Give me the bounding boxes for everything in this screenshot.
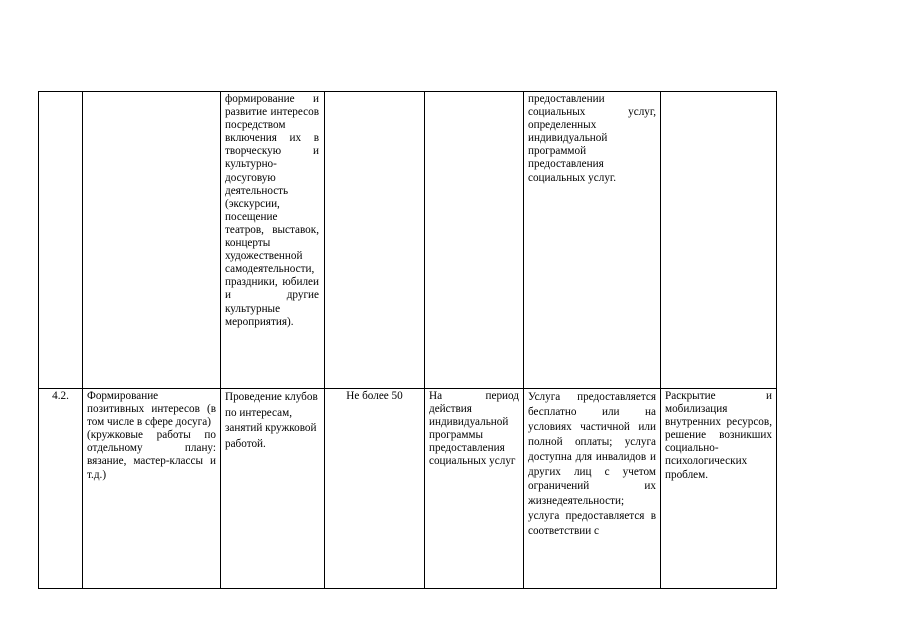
number-cell — [39, 92, 83, 389]
activity-cell — [221, 92, 325, 389]
term-cell — [425, 92, 524, 389]
term-cell — [425, 389, 524, 589]
volume-cell — [325, 92, 425, 389]
service-cell — [83, 92, 221, 389]
activity-text: формирование и развитие интересов посредством включения их в творческую и культурно-досуговую деятельность (экскурсии, посещение театров, выставок, концерты художественной самодеятельности, праздники, юбилеи и другие культурные мероприятия). — [225, 93, 319, 328]
table-row — [39, 92, 777, 389]
result-text: Раскрытие и мобилизация внутренних ресурсов, решение возникших социально-психологических проблем. — [665, 390, 772, 481]
result-cell — [661, 92, 777, 389]
service-detail: (кружковые работы по отдельному плану: вязание, мастер-классы и т.д.) — [87, 429, 216, 481]
volume-cell — [325, 389, 425, 589]
services-table — [38, 91, 777, 589]
conditions-cell — [524, 92, 661, 389]
term-text: На период действия индивидуальной программы предоставления социальных услуг — [429, 390, 519, 468]
conditions-cell — [524, 389, 661, 589]
activity-text: Проведение клубов по интересам, занятий кружковой работой. — [225, 391, 318, 450]
service-cell — [83, 389, 221, 589]
number-cell — [39, 389, 83, 589]
conditions-text: Услуга предоставляется бесплатно или на условиях частичной или полной оплаты; услуга доступна для инвалидов и других лиц с учетом ограничений их жизнедеятельности; услуга предоставляется в соответствии с — [528, 391, 656, 538]
row-number: 4.2. — [52, 390, 69, 402]
result-cell — [661, 389, 777, 589]
activity-cell — [221, 389, 325, 589]
volume-text: Не более 50 — [346, 390, 403, 402]
conditions-text: предоставлении социальных услуг, определенных индивидуальной программой предоставления социальных услуг. — [528, 93, 656, 184]
service-title: Формирование позитивных интересов (в том числе в сфере досуга) — [87, 390, 216, 429]
table-row — [39, 389, 777, 589]
